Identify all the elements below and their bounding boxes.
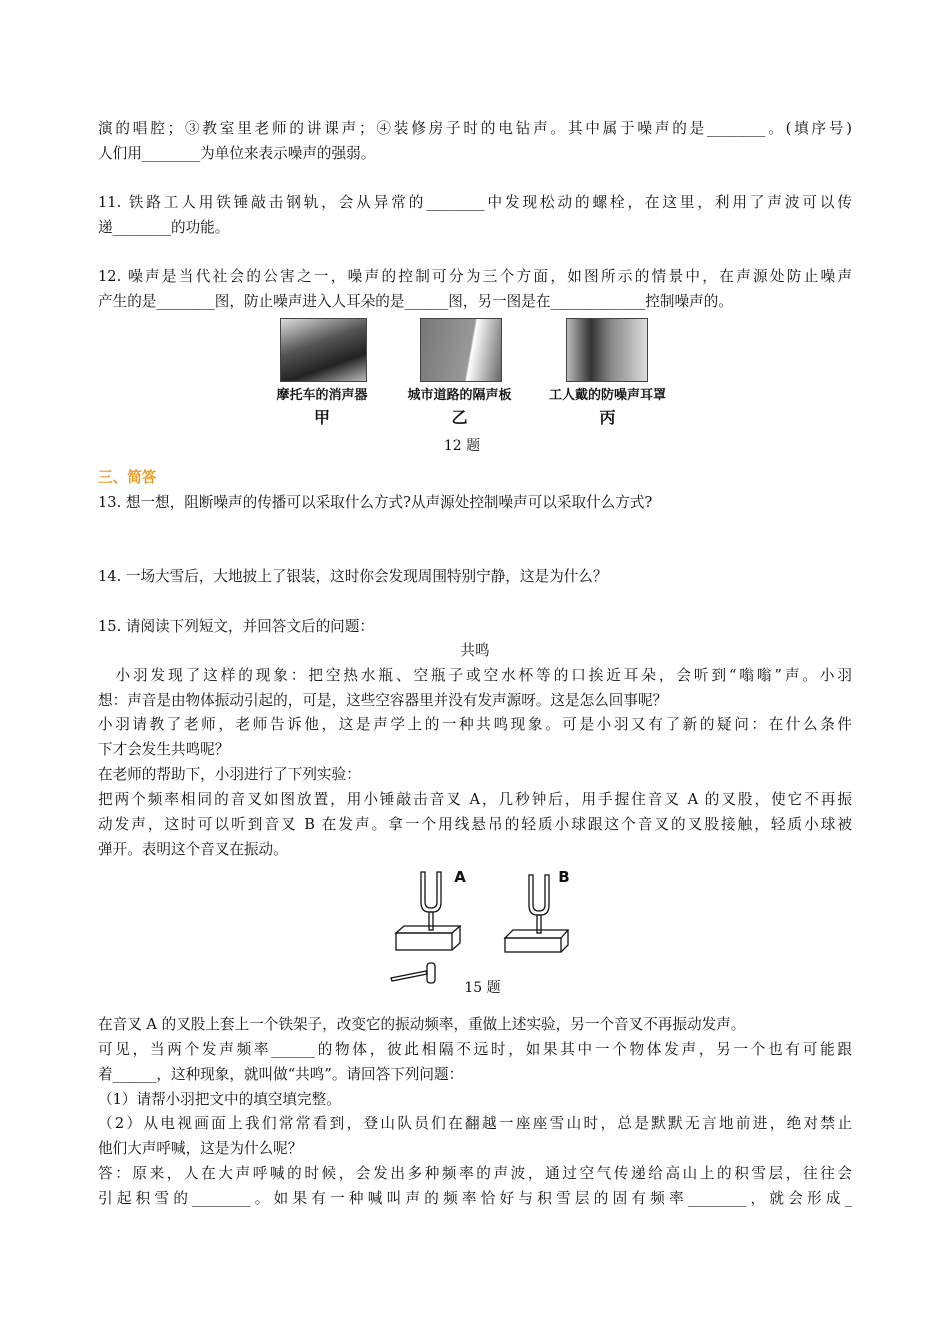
q12-line-1: 12. 噪声是当代社会的公害之一，噪声的控制可分为三个方面，如图所示的情景中，在声源处防止噪声 bbox=[98, 268, 852, 285]
figure-label-bing: 丙 bbox=[599, 408, 616, 427]
q10-line-2: 人们用________为单位来表示噪声的强弱。 bbox=[98, 145, 376, 162]
q10-line-1: 演的唱腔；③教室里老师的讲课声；④装修房子时的电钻声。其中属于噪声的是________。(填序号) bbox=[98, 120, 852, 137]
fork-label-a: A bbox=[454, 868, 466, 886]
q12-line-2: 产生的是________图，防止噪声进入人耳朵的是______图，另一图是在_____________控制噪声的。 bbox=[98, 293, 733, 310]
fork-label-b: B bbox=[558, 868, 570, 886]
passage-line: 着______，这种现象，就叫做“共鸣”。请回答下列问题： bbox=[98, 1066, 464, 1083]
tuning-fork-figure bbox=[380, 860, 600, 1010]
passage-line: 下才会发生共鸣呢？ bbox=[98, 741, 230, 758]
figure-caption-bing: 工人戴的防噪声耳罩 bbox=[548, 388, 666, 403]
figure-caption-yi: 城市道路的隔声板 bbox=[407, 388, 512, 403]
worker-earmuff-image bbox=[566, 318, 648, 382]
sub-question-2: （2）从电视画面上我们常常看到，登山队员们在翻越一座座雪山时，总是默默无言地前进，绝对禁止 bbox=[98, 1115, 852, 1132]
passage-line: 把两个频率相同的音叉如图放置，用小锤敲击音叉 A，几秒钟后，用手握住音叉 A 的叉股，使它不再振 bbox=[98, 791, 852, 808]
motorcycle-image bbox=[280, 318, 367, 382]
road-barrier-image bbox=[420, 318, 502, 382]
q11-line-1: 11. 铁路工人用铁锤敲击钢轨，会从异常的________中发现松动的螺栓，在这里，利用了声波可以传 bbox=[98, 194, 852, 211]
passage-line: 动发声，这时可以听到音叉 B 在发声。拿一个用线悬吊的轻质小球跟这个音叉的叉股接触，轻质小球被 bbox=[98, 816, 852, 833]
passage-line: 可见，当两个发声频率______的物体，彼此相隔不远时，如果其中一个物体发声，另一个也有可能跟 bbox=[98, 1041, 852, 1058]
passage-line: 在音叉 A 的叉股上套上一个铁架子，改变它的振动频率，重做上述实验，另一个音叉不再振动发声。 bbox=[98, 1016, 746, 1033]
figure-title-15: 15 题 bbox=[464, 980, 501, 996]
figure-title-12: 12 题 bbox=[443, 438, 481, 454]
q14-text: 14. 一场大雪后，大地披上了银装，这时你会发现周围特别宁静，这是为什么？ bbox=[98, 568, 608, 585]
q15-intro: 15. 请阅读下列短文，并回答文后的问题： bbox=[98, 618, 374, 635]
passage-line: 在老师的帮助下，小羽进行了下列实验： bbox=[98, 766, 361, 783]
passage-line: 弹开。表明这个音叉在振动。 bbox=[98, 841, 288, 858]
passage-title: 共鸣 bbox=[460, 642, 490, 659]
passage-line: 想：声音是由物体振动引起的，可是，这些空容器里并没有发声源呀。这是怎么回事呢？ bbox=[98, 692, 668, 709]
sub-question-2-cont: 他们大声呼喊，这是为什么呢？ bbox=[98, 1140, 303, 1157]
section-heading: 三、简答 bbox=[98, 469, 157, 486]
passage-line: 小羽请教了老师，老师告诉他，这是声学上的一种共鸣现象。可是小羽又有了新的疑问：在什么条件 bbox=[98, 716, 852, 733]
sub-question-1: （1）请帮小羽把文中的填空填完整。 bbox=[98, 1091, 341, 1108]
figure-caption-jia: 摩托车的消声器 bbox=[276, 388, 368, 403]
passage-line: 小羽发现了这样的现象：把空热水瓶、空瓶子或空水杯等的口挨近耳朵，会听到“嗡嗡”声。小羽 bbox=[98, 667, 852, 684]
q11-line-2: 递________的功能。 bbox=[98, 219, 230, 236]
q13-text: 13. 想一想，阻断噪声的传播可以采取什么方式?从声源处控制噪声可以采取什么方式? bbox=[98, 494, 653, 511]
answer-line: 引起积雪的________。如果有一种喊叫声的频率恰好与积雪层的固有频率________，就会形成_ bbox=[98, 1190, 852, 1207]
figure-label-jia: 甲 bbox=[313, 408, 330, 427]
figure-label-yi: 乙 bbox=[451, 408, 468, 427]
answer-line: 答：原来，人在大声呼喊的时候，会发出多种频率的声波，通过空气传递给高山上的积雪层，往往会 bbox=[98, 1165, 852, 1182]
